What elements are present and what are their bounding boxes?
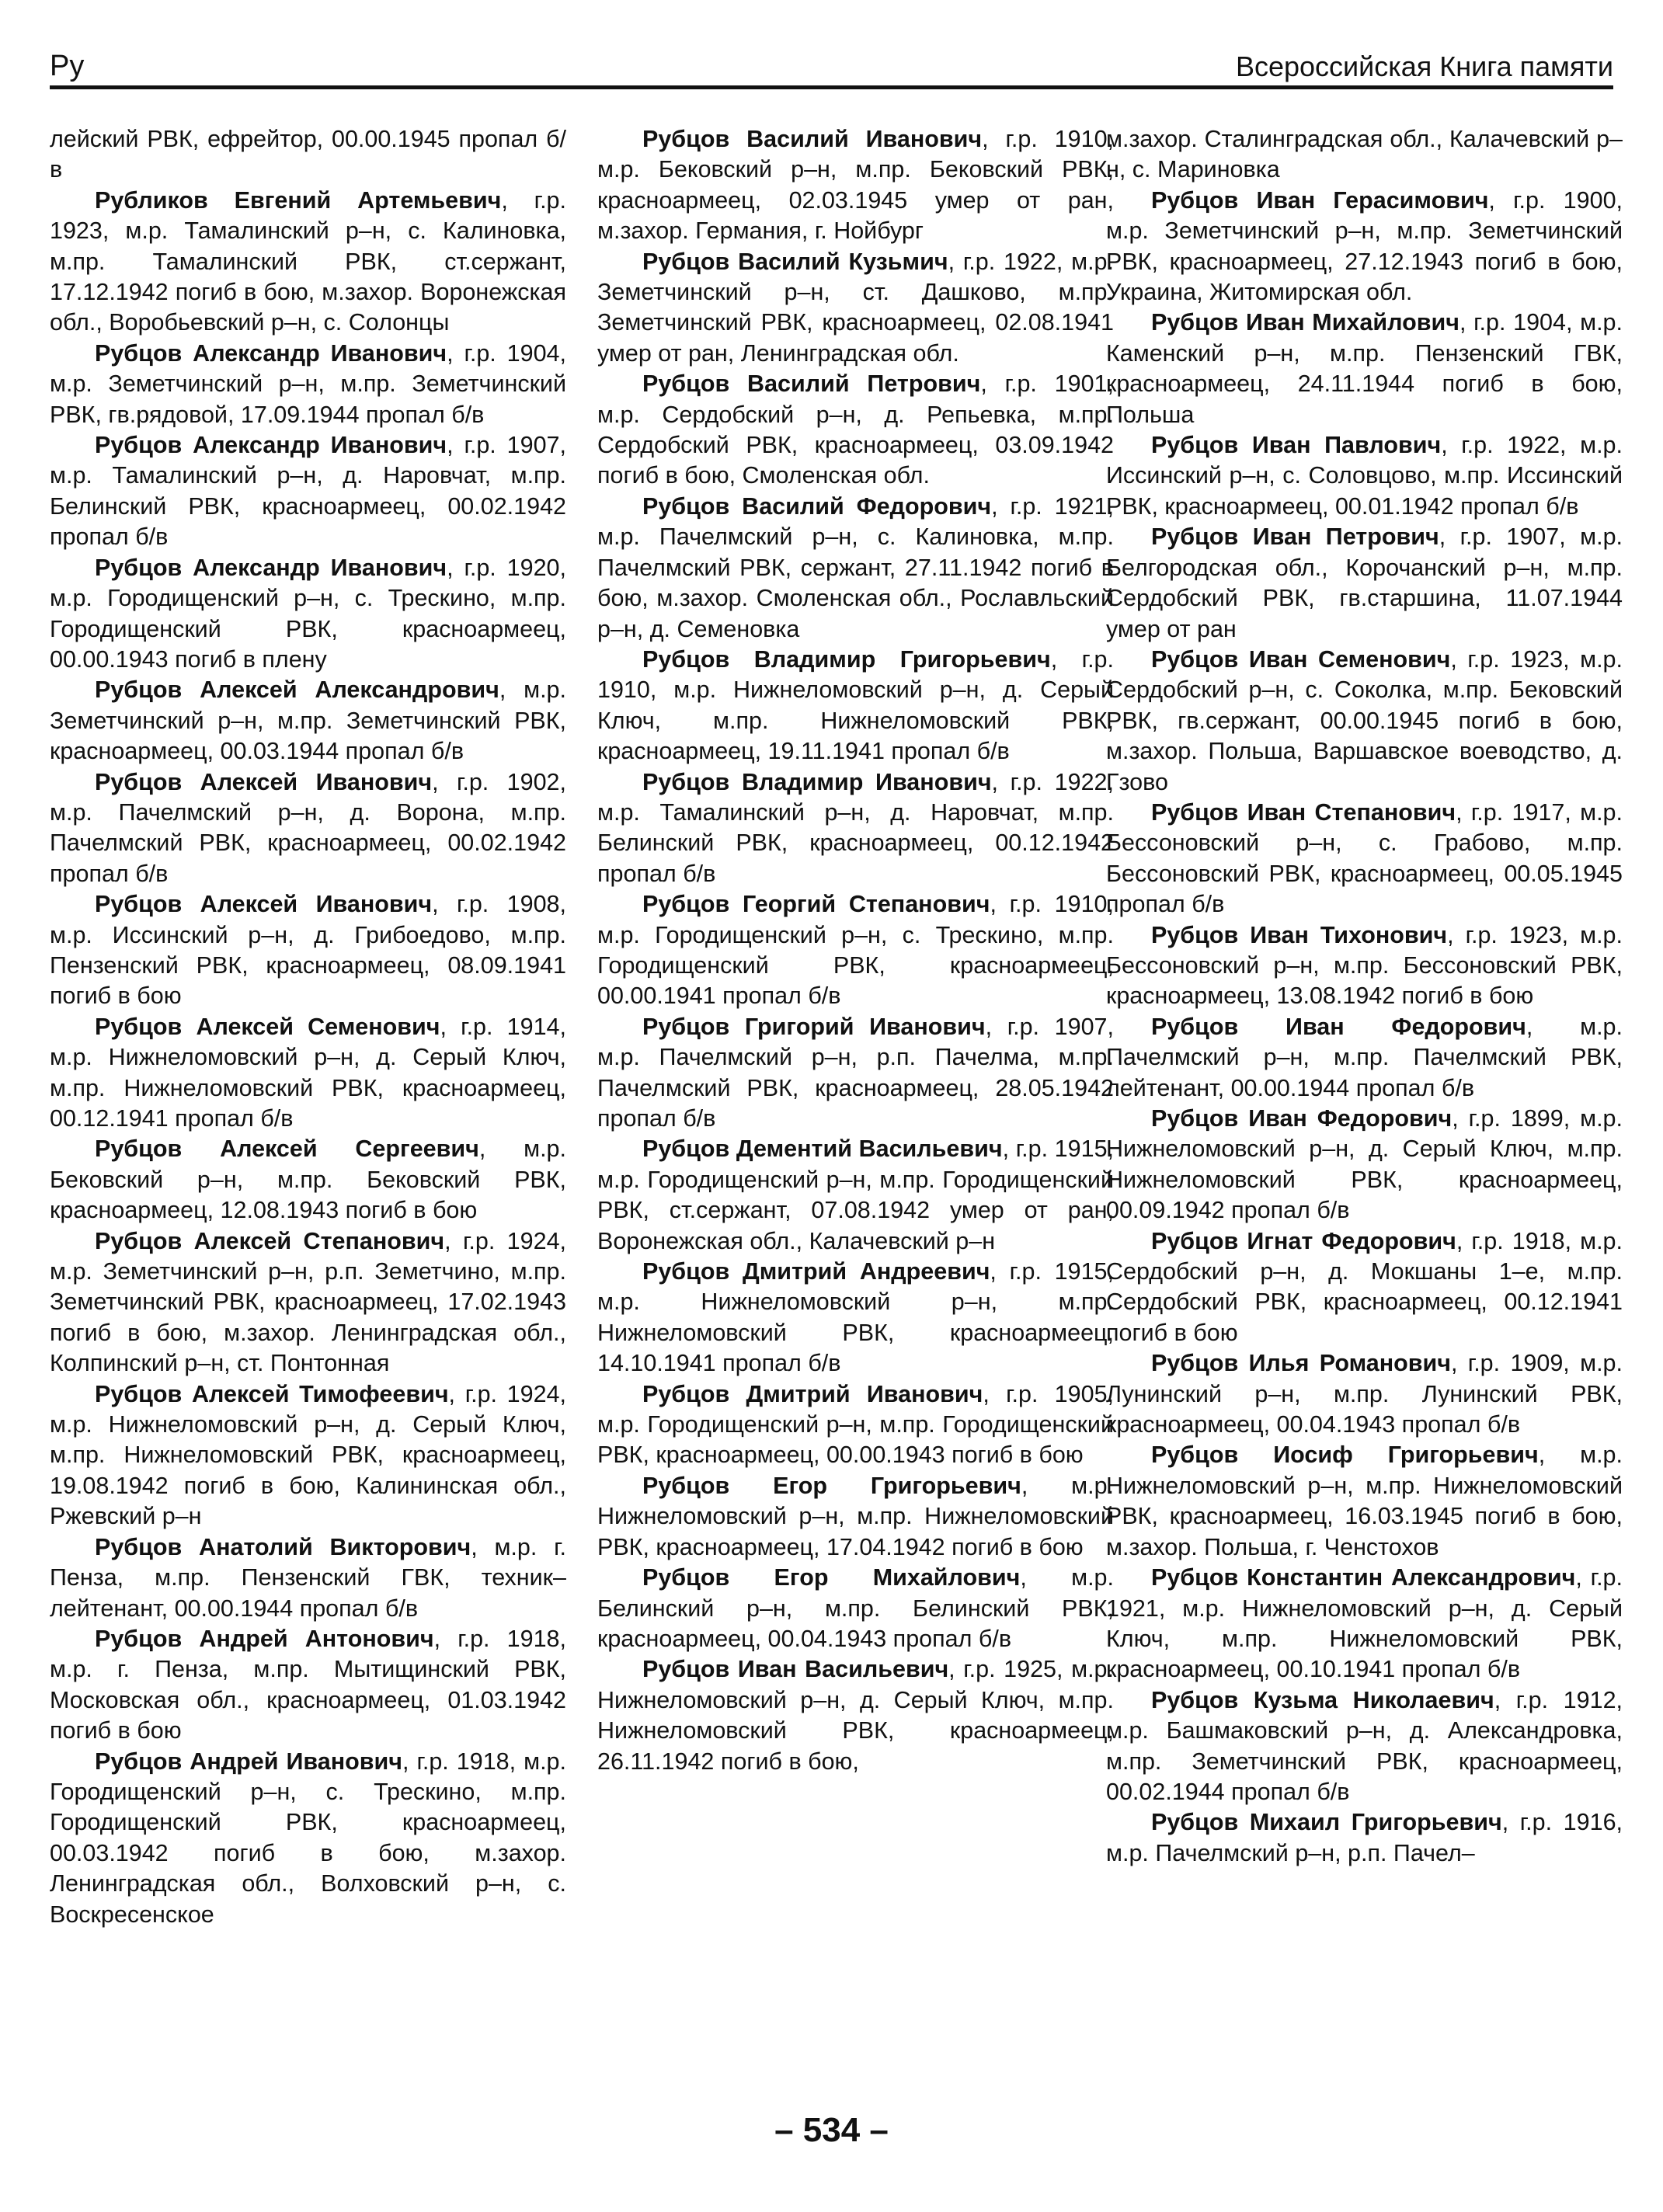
- record-details: , г.р. 1922, м.р. Иссинский р–н, с. Соловцово, м.пр. Иссинский РВК, красноармеец, 00.01.1942 пропал б/в: [1106, 432, 1623, 520]
- record-entry: [1106, 522, 1623, 645]
- record-details: , г.р. 1921, м.р. Пачелмский р–н, с. Калиновка, м.пр. Пачелмский РВК, сержант, 27.11.1942 погиб в бою, м.захор. Смоленская обл., Рославльский р–н, д. Семеновка: [597, 492, 1114, 642]
- record-details: , г.р. 1922, м.р. Земетчинский р–н, ст. Дашково, м.пр. Земетчинский РВК, красноармеец, 02.08.1941 умер от ран, Ленинградская обл.: [597, 248, 1114, 367]
- person-name: Рубцов Дементий Васильевич: [642, 1136, 1003, 1163]
- record-entry: [1106, 645, 1623, 798]
- record-entry: [50, 1532, 566, 1624]
- record-entry: [50, 889, 566, 1012]
- record-entry: [50, 430, 566, 553]
- text-columns: [50, 124, 1623, 2089]
- record-details: , г.р. 1924, м.р. Нижнеломовский р–н, д. Серый Ключ, м.пр. Нижнеломовский РВК, красноармеец, 19.08.1942 погиб в бою, Калининская обл., Ржевский р–н: [50, 1380, 566, 1530]
- record-details: , г.р. 1920, м.р. Городищенский р–н, с. Трескино, м.пр. Городищенский РВК, красноармеец, 00.00.1943 погиб в плену: [50, 554, 566, 673]
- record-details: , г.р. 1914, м.р. Нижнеломовский р–н, д. Серый Ключ, м.пр. Нижнеломовский РВК, красноармеец, 00.12.1941 пропал б/в: [50, 1013, 566, 1132]
- record-entry: [1106, 920, 1623, 1012]
- record-entry: [597, 369, 1114, 492]
- record-details: , г.р. 1918, м.р. г. Пенза, м.пр. Мытищинский РВК, Московская обл., красноармеец, 01.03.1942 погиб в бою: [50, 1625, 566, 1744]
- record-details: , г.р. 1915, м.р. Городищенский р–н, м.пр. Городищенский РВК, ст.сержант, 07.08.1942 умер от ран, Воронежская обл., Калачевский р–н: [597, 1136, 1114, 1254]
- record-entry: [597, 1134, 1114, 1257]
- record-entry: [50, 1624, 566, 1747]
- record-entry: [50, 1012, 566, 1135]
- person-name: Рубцов Иван Павлович: [1151, 432, 1442, 459]
- record-details: , г.р. 1902, м.р. Пачелмский р–н, д. Ворона, м.пр. Пачелмский РВК, красноармеец, 00.02.1942 пропал б/в: [50, 768, 566, 887]
- person-name: Рубцов Алексей Александрович: [95, 676, 499, 704]
- person-name: Рубцов Константин Александрович: [1151, 1564, 1576, 1591]
- header-book-title: Всероссийская Книга памяти: [1235, 50, 1613, 82]
- record-entry: [597, 124, 1114, 247]
- person-name: Рубцов Василий Петрович: [642, 370, 981, 398]
- person-name: Рубцов Василий Кузьмич: [642, 248, 948, 275]
- person-name: Рубцов Алексей Семенович: [95, 1013, 440, 1040]
- record-details: , г.р. 1909, м.р. Лунинский р–н, м.пр. Лунинский РВК, красноармеец, 00.04.1943 пропал б/в: [1106, 1350, 1623, 1438]
- person-name: Рубцов Иван Михайлович: [1151, 309, 1459, 336]
- record-entry: [1106, 186, 1623, 308]
- record-entry: [597, 1257, 1114, 1379]
- person-name: Рубцов Иосиф Григорьевич: [1151, 1442, 1539, 1469]
- record-details: , г.р. 1923, м.р. Тамалинский р–н, с. Калиновка, м.пр. Тамалинский РВК, ст.сержант, 17.12.1942 погиб в бою, м.захор. Воронежская обл., Воробьевский р–н, с. Солонцы: [50, 186, 566, 336]
- person-name: Рубцов Дмитрий Андреевич: [642, 1258, 990, 1285]
- person-name: Рубцов Василий Иванович: [642, 126, 983, 152]
- record-entry: [597, 492, 1114, 645]
- person-name: Рубцов Василий Федорович: [642, 492, 992, 520]
- record-details: , г.р. 1905, м.р. Городищенский р–н, м.пр. Городищенский РВК, красноармеец, 00.00.1943 погиб в бою: [597, 1380, 1114, 1469]
- header-section-letters: Ру: [50, 50, 85, 82]
- record-entry: [1106, 1440, 1623, 1563]
- record-entry: [50, 1226, 566, 1379]
- person-name: Рубцов Иван Васильевич: [642, 1656, 949, 1683]
- record-entry: [1106, 430, 1623, 522]
- record-details: , м.р. Белинский р–н, м.пр. Белинский РВК, красноармеец, 00.04.1943 пропал б/в: [597, 1564, 1114, 1652]
- person-name: Рубцов Иван Тихонович: [1151, 921, 1448, 948]
- record-entry: [1106, 1807, 1623, 1869]
- record-details: , г.р. 1917, м.р. Бессоновский р–н, с. Грабово, м.пр. Бессоновский РВК, красноармеец, 00.05.1945 пропал б/в: [1106, 798, 1623, 918]
- person-name: Рубцов Алексей Иванович: [95, 891, 433, 918]
- record-entry: [1106, 1685, 1623, 1808]
- person-name: Рубцов Григорий Иванович: [642, 1013, 986, 1040]
- record-details: , г.р. 1899, м.р. Нижнеломовский р–н, д. Серый Ключ, м.пр. Нижнеломовский РВК, красноармеец, 00.09.1942 пропал б/в: [1106, 1105, 1623, 1224]
- record-details: , м.р. Земетчинский р–н, м.пр. Земетчинский РВК, красноармеец, 00.03.1944 пропал б/в: [50, 676, 566, 765]
- record-entry: [1106, 1563, 1623, 1685]
- record-entry: [597, 1563, 1114, 1654]
- record-details: , г.р. 1904, м.р. Каменский р–н, м.пр. Пензенский ГВК, красноармеец, 24.11.1944 погиб в бою, Польша: [1106, 309, 1623, 428]
- person-name: Рубцов Игнат Федорович: [1151, 1227, 1456, 1254]
- record-details: , г.р. 1910, м.р. Бековский р–н, м.пр. Бековский РВК, красноармеец, 02.03.1945 умер от ран, м.захор. Германия, г. Нойбург: [597, 126, 1114, 245]
- record-details: , г.р. 1910, м.р. Нижнеломовский р–н, д. Серый Ключ, м.пр. Нижнеломовский РВК, красноармеец, 19.11.1941 пропал б/в: [597, 645, 1114, 765]
- person-name: Рубцов Иван Герасимович: [1151, 186, 1489, 214]
- person-name: Рубцов Илья Романович: [1151, 1350, 1451, 1377]
- record-details: , м.р. Нижнеломовский р–н, м.пр. Нижнеломовский РВК, красноармеец, 16.03.1945 погиб в бою, м.захор. Польша, г. Ченстохов: [1106, 1442, 1623, 1560]
- person-name: Рубцов Иван Семенович: [1151, 645, 1451, 673]
- person-name: Рубцов Андрей Иванович: [95, 1748, 402, 1775]
- record-details: , г.р. 1915, м.р. Нижнеломовский р–н, м.пр. Нижнеломовский РВК, красноармеец, 14.10.1941 пропал б/в: [597, 1258, 1114, 1377]
- record-entry: [1106, 1012, 1623, 1104]
- page-header: [50, 37, 1613, 89]
- record-entry: [597, 1471, 1114, 1563]
- record-entry: [50, 675, 566, 767]
- record-details: , г.р. 1924, м.р. Земетчинский р–н, р.п. Земетчино, м.пр. Земетчинский РВК, красноармеец, 17.02.1943 погиб в бою, м.захор. Ленинградская обл., Колпинский р–н, ст. Понтонная: [50, 1227, 566, 1377]
- record-entry: [1106, 1104, 1623, 1226]
- person-name: Рубцов Александр Иванович: [95, 432, 447, 459]
- record-details: , г.р. 1907, м.р. Пачелмский р–н, р.п. Пачелма, м.пр. Пачелмский РВК, красноармеец, 28.05.1942 пропал б/в: [597, 1013, 1114, 1132]
- record-entry: [597, 247, 1114, 370]
- person-name: Рубцов Алексей Сергеевич: [95, 1136, 479, 1163]
- person-name: Рубцов Иван Степанович: [1151, 798, 1456, 826]
- record-entry: [597, 645, 1114, 767]
- record-details: , м.р. Пачелмский р–н, м.пр. Пачелмский РВК, лейтенант, 00.00.1944 пропал б/в: [1106, 1013, 1623, 1101]
- person-name: Рубцов Михаил Григорьевич: [1151, 1809, 1502, 1836]
- record-details: , г.р. 1922, м.р. Тамалинский р–н, д. Наровчат, м.пр. Белинский РВК, красноармеец, 00.12.1942 пропал б/в: [597, 768, 1114, 887]
- column-1: [50, 124, 566, 2089]
- record-details: , г.р. 1910, м.р. Городищенский р–н, с. Трескино, м.пр. Городищенский РВК, красноармеец, 00.00.1941 пропал б/в: [597, 891, 1114, 1010]
- record-entry: [50, 339, 566, 430]
- person-name: Рубцов Андрей Антонович: [95, 1625, 434, 1652]
- person-name: Рубцов Алексей Иванович: [95, 768, 433, 795]
- person-name: Рубцов Егор Григорьевич: [642, 1472, 1021, 1499]
- record-details: м.захор. Сталинградская обл., Калачевский р–н, с. Мариновка: [1106, 126, 1623, 183]
- record-entry: [1106, 124, 1623, 186]
- record-details: , г.р. 1925, м.р. Нижнеломовский р–н, д. Серый Ключ, м.пр. Нижнеломовский РВК, красноармеец, 26.11.1942 погиб в бою,: [597, 1656, 1114, 1775]
- record-entry: [597, 1654, 1114, 1777]
- record-details: , г.р. 1907, м.р. Белгородская обл., Корочанский р–н, м.пр. Сердобский РВК, гв.старшина, 11.07.1944 умер от ран: [1106, 523, 1623, 642]
- record-entry: [50, 1379, 566, 1532]
- record-entry: [50, 553, 566, 676]
- person-name: Рубцов Егор Михайлович: [642, 1564, 1021, 1591]
- record-details: , г.р. 1900, м.р. Земетчинский р–н, м.пр. Земетчинский РВК, красноармеец, 27.12.1943 погиб в бою, Украина, Житомирская обл.: [1106, 186, 1623, 306]
- record-entry: [597, 767, 1114, 890]
- person-name: Рубцов Иван Федорович: [1151, 1013, 1526, 1040]
- person-name: Рубцов Александр Иванович: [95, 339, 447, 367]
- person-name: Рубцов Александр Иванович: [95, 554, 447, 581]
- record-entry: [50, 1134, 566, 1226]
- record-details: , г.р. 1923, м.р. Бессоновский р–н, м.пр. Бессоновский РВК, красноармеец, 13.08.1942 погиб в бою: [1106, 921, 1623, 1010]
- record-entry: [50, 767, 566, 890]
- record-entry: [1106, 798, 1623, 920]
- column-2: [597, 124, 1114, 2089]
- record-details: , г.р. 1923, м.р. Сердобский р–н, с. Соколка, м.пр. Бековский РВК, гв.сержант, 00.00.1945 погиб в бою, м.захор. Польша, Варшавское воеводство, д. Гзово: [1106, 645, 1623, 795]
- record-entry: [50, 124, 566, 186]
- person-name: Рубцов Кузьма Николаевич: [1151, 1686, 1494, 1713]
- record-details: лейский РВК, ефрейтор, 00.00.1945 пропал б/в: [50, 126, 566, 183]
- column-3: [1106, 124, 1623, 2089]
- person-name: Рубцов Дмитрий Иванович: [642, 1380, 983, 1407]
- record-entry: [597, 1012, 1114, 1135]
- record-details: , г.р. 1904, м.р. Земетчинский р–н, м.пр. Земетчинский РВК, гв.рядовой, 17.09.1944 пропал б/в: [50, 339, 566, 428]
- person-name: Рубцов Алексей Тимофеевич: [95, 1380, 449, 1407]
- record-details: , г.р. 1918, м.р. Городищенский р–н, с. Трескино, м.пр. Городищенский РВК, красноармеец, 00.03.1942 погиб в бою, м.захор. Ленинградская обл., Волховский р–н, с. Воскресенское: [50, 1748, 566, 1928]
- person-name: Рубцов Анатолий Викторович: [95, 1533, 471, 1560]
- record-details: , м.р. Бековский р–н, м.пр. Бековский РВК, красноармеец, 12.08.1943 погиб в бою: [50, 1136, 566, 1224]
- record-details: , м.р. г. Пенза, м.пр. Пензенский ГВК, техник–лейтенант, 00.00.1944 пропал б/в: [50, 1533, 566, 1622]
- record-details: , г.р. 1908, м.р. Иссинский р–н, д. Грибоедово, м.пр. Пензенский РВК, красноармеец, 08.09.1941 погиб в бою: [50, 891, 566, 1010]
- record-entry: [1106, 1348, 1623, 1440]
- record-entry: [50, 186, 566, 339]
- record-entry: [50, 1747, 566, 1930]
- record-details: , г.р. 1912, м.р. Башмаковский р–н, д. Александровка, м.пр. Земетчинский РВК, красноармеец, 00.02.1944 пропал б/в: [1106, 1686, 1623, 1805]
- person-name: Рубцов Алексей Степанович: [95, 1227, 445, 1254]
- record-entry: [1106, 1226, 1623, 1349]
- record-details: , г.р. 1921, м.р. Нижнеломовский р–н, д. Серый Ключ, м.пр. Нижнеломовский РВК, красноармеец, 00.10.1941 пропал б/в: [1106, 1564, 1623, 1683]
- record-details: , г.р. 1918, м.р. Сердобский р–н, д. Мокшаны 1–е, м.пр. Сердобский РВК, красноармеец, 00.12.1941 погиб в бою: [1106, 1227, 1623, 1346]
- person-name: Рубликов Евгений Артемьевич: [95, 186, 502, 214]
- record-entry: [1106, 308, 1623, 430]
- record-details: , м.р. Нижнеломовский р–н, м.пр. Нижнеломовский РВК, красноармеец, 17.04.1942 погиб в бою: [597, 1472, 1114, 1560]
- record-details: , г.р. 1901, м.р. Сердобский р–н, д. Репьевка, м.пр. Сердобский РВК, красноармеец, 03.09.1942 погиб в бою, Смоленская обл.: [597, 370, 1114, 489]
- person-name: Рубцов Георгий Степанович: [642, 891, 990, 918]
- record-entry: [597, 889, 1114, 1012]
- person-name: Рубцов Иван Федорович: [1151, 1105, 1453, 1132]
- person-name: Рубцов Владимир Иванович: [642, 768, 992, 795]
- record-entry: [597, 1379, 1114, 1471]
- person-name: Рубцов Владимир Григорьевич: [642, 645, 1051, 673]
- page-number: – 534 –: [774, 2111, 889, 2149]
- person-name: Рубцов Иван Петрович: [1151, 523, 1439, 551]
- record-details: , г.р. 1907, м.р. Тамалинский р–н, д. Наровчат, м.пр. Белинский РВК, красноармеец, 00.02.1942 пропал б/в: [50, 432, 566, 551]
- record-details: , г.р. 1916, м.р. Пачелмский р–н, р.п. Пачел–: [1106, 1809, 1623, 1866]
